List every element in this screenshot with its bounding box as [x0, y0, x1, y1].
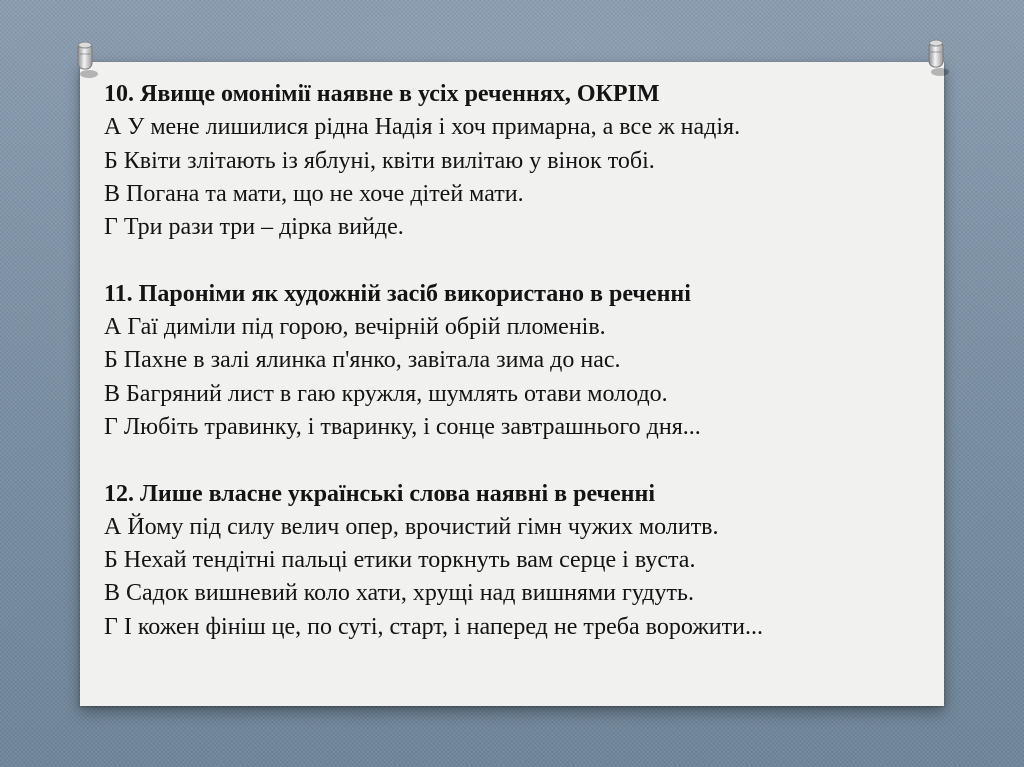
spacer [104, 244, 934, 277]
answer-option: Б Квіти злітають із яблуні, квіти вилітаю у вінок тобі. [104, 147, 655, 174]
answer-option: Б Нехай тендітні пальці етики торкнуть вам серце і вуста. [104, 547, 696, 574]
question-heading: 12. Лише власне українські слова наявні в реченні [104, 480, 656, 507]
answer-option: Г І кожен фініш це, по суті, старт, і наперед не треба ворожити... [104, 613, 763, 640]
question-block [104, 278, 934, 444]
question-block [104, 478, 934, 644]
answer-option: Г Любіть травинку, і тваринку, і сонце завтрашнього дня... [104, 413, 701, 440]
answer-option: Г Три рази три – дірка вийде. [104, 214, 404, 241]
answer-option: В Багряний лист в гаю кружля, шумлять отави молодо. [104, 380, 668, 407]
slide-content [104, 78, 934, 644]
answer-option: В Погана та мати, що не хоче дітей мати. [104, 180, 524, 207]
answer-option: А У мене лишилися рідна Надія і хоч примарна, а все ж надія. [104, 114, 741, 141]
spacer [104, 444, 934, 477]
question-heading: 10. Явище омонімії наявне в усіх реченнях, ОКРІМ [104, 81, 660, 107]
answer-option: В Садок вишневий коло хати, хрущі над вишнями гудуть. [104, 580, 694, 607]
pushpin-icon [923, 38, 951, 78]
answer-option: Б Пахне в залі ялинка п'янко, завітала зима до нас. [104, 347, 621, 374]
answer-option: А Йому під силу велич опер, врочистий гімн чужих молитв. [104, 513, 719, 540]
question-block [104, 78, 934, 244]
pushpin-icon [72, 40, 100, 80]
question-heading: 11. Пароніми як художній засіб використано в реченні [104, 280, 691, 307]
answer-option: А Гаї диміли під горою, вечірній обрій пломенів. [104, 314, 606, 341]
